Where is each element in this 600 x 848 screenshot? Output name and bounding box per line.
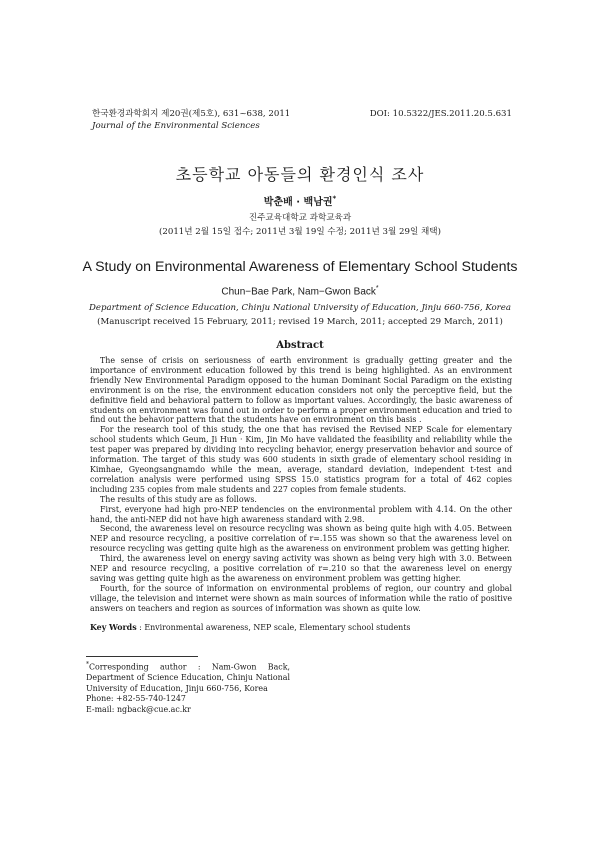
keywords-label: Key Words xyxy=(90,623,137,632)
phone: Phone: +82-55-740-1247 xyxy=(86,694,186,704)
korean-title: 초등학교 아동들의 환경인식 조사 xyxy=(175,165,425,184)
abstract-paragraph: Second, the awareness level on resource recycling was shown as being quite high with 4.05. Between NEP and resource recycling, a positive correlation of r=.155 was shown so that the awareness level on resource recycling was getting quite high as the awareness on environment problem was getting higher. xyxy=(90,524,512,554)
footnote-rule xyxy=(86,656,198,657)
korean-authors-names: 박춘배 · 백남권 xyxy=(263,197,333,208)
korean-authors xyxy=(0,193,600,208)
english-title: A Study on Environmental Awareness of Elementary School Students xyxy=(82,259,518,275)
abstract-body xyxy=(90,356,512,614)
keywords xyxy=(90,623,512,633)
english-affiliation: Department of Science Education, Chinju National University of Education, Jinju 660-756, Korea xyxy=(89,303,511,313)
journal-name: Journal of the Environmental Sciences xyxy=(92,121,260,131)
english-dates: (Manuscript received 15 February, 2011; revised 19 March, 2011; accepted 29 March, 2011) xyxy=(97,317,503,327)
journal-header xyxy=(92,108,290,132)
abstract-paragraph: Third, the awareness level on energy saving activity was shown as being very high with 3.0. Between NEP and resource recycling, a positive correlation of r=.210 so that the awareness level on energy saving was getting quite high as the awareness on environment problem was getting higher. xyxy=(90,554,512,583)
email: E-mail: ngback@cue.ac.kr xyxy=(86,705,191,714)
korean-author-mark: * xyxy=(332,194,337,203)
keywords-text: : Environmental awareness, NEP scale, Elementary school students xyxy=(136,623,411,632)
abstract-paragraph: For the research tool of this study, the one that has revised the Revised NEP Scale for elementary school students which Geum, Ji Hun · Kim, Jin Mo have validated the feasibility and reliability while the test paper was prepared by dividing into recycling behavior, energy preservation behavior and source of information. The target of this study was 600 students in sixth grade of elementary school residing in Kimhae, Gyeongsangnamdo while the mean, average, standard deviation, independent t-test and correlation analysis were performed using SPSS 15.0 statistics program for a total of 462 copies including 235 copies from male students and 227 copies from female students. xyxy=(90,425,512,494)
abstract-heading: Abstract xyxy=(276,340,324,351)
abstract-paragraph: The results of this study are as follows. xyxy=(100,494,257,504)
abstract-paragraph: Fourth, for the source of information on environmental problems of region, our country and global village, the television and internet were shown as main sources of information while the ratio of positive answers on teachers and region as sources of information was shown as quite low. xyxy=(90,583,512,613)
korean-affiliation: 진주교육대학교 과학교육과 xyxy=(248,213,352,223)
english-author-mark: * xyxy=(375,285,379,292)
abstract-paragraph: First, everyone had high pro-NEP tendencies on the environmental problem with 4.14. On the other hand, the anti-NEP did not have high awareness standard with 2.98. xyxy=(90,504,512,524)
abstract-paragraph: The sense of crisis on seriousness of earth environment is gradually getting greater and the importance of environment education followed by this trend is being highlighted. As an environment friendly New Environmental Paradigm opposed to the human Dominant Social Paradigm on the existing environment is on the rise, the environment education considers not only the perceptive field, but the definitive field and behavioral pattern to follow as important values. Accordingly, the basic awareness of students on environment was found out in order to perform a proper environment education and tried to find out the behavior pattern that the students have on environment on this basis . xyxy=(90,356,512,425)
corresponding-author-text: Corresponding author : Nam-Gwon Back, Department of Science Education, Chinju National University of Education, Jinju 660-756, Korea xyxy=(86,662,290,693)
journal-citation-korean: 한국환경과학회지 제20권(제5호), 631~638, 2011 xyxy=(92,109,291,119)
footnote xyxy=(86,660,290,716)
english-authors xyxy=(0,285,600,297)
doi: DOI: 10.5322/JES.2011.20.5.631 xyxy=(369,109,512,119)
corresponding-author xyxy=(86,660,290,694)
korean-dates: (2011년 2월 15일 접수; 2011년 3월 19일 수정; 2011년 3월 29일 채택) xyxy=(159,227,441,237)
footnote-mark: * xyxy=(86,661,89,668)
english-authors-names: Chun−Bae Park, Nam−Gwon Back xyxy=(221,286,376,298)
